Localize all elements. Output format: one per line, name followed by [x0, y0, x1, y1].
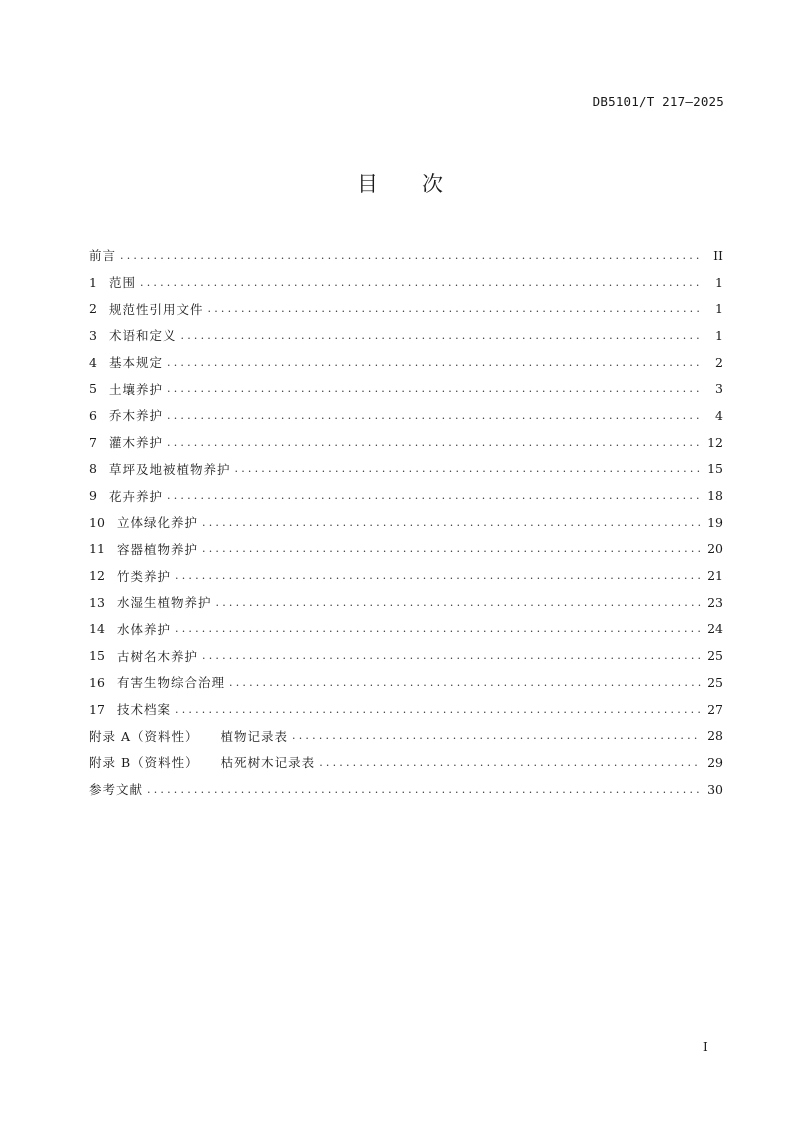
- toc-entry-14[interactable]: [89, 616, 723, 643]
- dot-leader: [175, 703, 701, 716]
- dot-leader: [202, 649, 701, 662]
- toc-entry-3[interactable]: [89, 322, 723, 349]
- toc-entry-appendix-b[interactable]: [89, 749, 723, 776]
- toc-number: 10: [89, 514, 105, 530]
- toc-page: 18: [707, 488, 723, 504]
- toc-entry-7[interactable]: [89, 429, 723, 456]
- toc-entry-11[interactable]: [89, 536, 723, 563]
- toc-label: 乔木养护: [109, 408, 164, 424]
- toc-page: 23: [707, 594, 723, 610]
- toc-number: 1: [89, 274, 97, 290]
- toc-label: 术语和定义: [109, 328, 177, 344]
- dot-leader: [167, 489, 701, 502]
- toc-label: 灌木养护: [109, 435, 164, 451]
- toc-page: 12: [707, 434, 723, 450]
- toc-number: 12: [89, 568, 105, 584]
- toc-page: 20: [707, 541, 723, 557]
- dot-leader: [235, 462, 702, 475]
- toc-label: 立体绿化养护: [117, 515, 199, 531]
- toc-page: II: [713, 247, 723, 263]
- dot-leader: [175, 569, 701, 582]
- dot-leader: [229, 676, 701, 689]
- toc-label: 草坪及地被植物养护: [109, 461, 231, 477]
- toc-label: 水湿生植物养护: [117, 595, 212, 611]
- toc-number: 11: [89, 541, 105, 557]
- toc-appendix-prefix: 附录 B（资料性）: [89, 755, 199, 771]
- toc-number: 15: [89, 648, 105, 664]
- toc-entry-12[interactable]: [89, 562, 723, 589]
- toc-entry-17[interactable]: [89, 696, 723, 723]
- dot-leader: [292, 729, 701, 742]
- toc-page: 15: [707, 461, 723, 477]
- toc-page: 1: [715, 274, 723, 290]
- dot-leader: [167, 382, 703, 395]
- toc-number: 14: [89, 621, 105, 637]
- toc-label: 参考文献: [89, 782, 144, 798]
- toc-number: 2: [89, 301, 97, 317]
- toc-entry-8[interactable]: [89, 456, 723, 483]
- document-code: DB5101/T 217—2025: [592, 94, 724, 109]
- toc-label: 容器植物养护: [117, 541, 199, 557]
- toc-label: 基本规定: [109, 355, 164, 371]
- toc-entry-6[interactable]: [89, 402, 723, 429]
- toc-page: 2: [715, 354, 723, 370]
- toc-page: 3: [715, 381, 723, 397]
- toc-entry-references[interactable]: [89, 776, 723, 803]
- toc-number: 17: [89, 701, 105, 717]
- dot-leader: [202, 516, 701, 529]
- toc-number: 7: [89, 434, 97, 450]
- toc-page: 25: [707, 674, 723, 690]
- dot-leader: [120, 249, 703, 262]
- page-title: [0, 168, 800, 198]
- dot-leader: [202, 542, 701, 555]
- toc-page: 25: [707, 648, 723, 664]
- dot-leader: [147, 783, 701, 796]
- toc-label: 土壤养护: [109, 381, 164, 397]
- toc-page: 4: [715, 407, 723, 423]
- title-char-2: 次: [422, 172, 443, 196]
- toc-appendix-prefix: 附录 A（资料性）: [89, 728, 199, 744]
- dot-leader: [167, 409, 703, 422]
- toc-label: 枯死树木记录表: [220, 755, 316, 771]
- toc-label: 技术档案: [117, 702, 172, 718]
- toc-page: 1: [715, 301, 723, 317]
- toc-entry-10[interactable]: [89, 509, 723, 536]
- dot-leader: [216, 596, 702, 609]
- toc-page: 1: [715, 327, 723, 343]
- toc-entry-1[interactable]: [89, 269, 723, 296]
- toc-page: 24: [707, 621, 723, 637]
- toc-page: 21: [707, 568, 723, 584]
- table-of-contents: [89, 242, 723, 802]
- toc-entry-9[interactable]: [89, 482, 723, 509]
- toc-number: 4: [89, 354, 97, 370]
- toc-label: 竹类养护: [117, 568, 172, 584]
- dot-leader: [208, 302, 703, 315]
- toc-number: 6: [89, 407, 97, 423]
- toc-entry-appendix-a[interactable]: [89, 722, 723, 749]
- toc-label: 有害生物综合治理: [117, 675, 226, 691]
- dot-leader: [167, 356, 703, 369]
- toc-entry-15[interactable]: [89, 642, 723, 669]
- toc-entry-4[interactable]: [89, 349, 723, 376]
- toc-label: 古树名木养护: [117, 648, 199, 664]
- toc-entry-preface[interactable]: [89, 242, 723, 269]
- toc-page: 28: [707, 728, 723, 744]
- toc-label: 范围: [109, 275, 137, 291]
- title-char-1: 目: [357, 172, 378, 196]
- toc-label: 植物记录表: [220, 728, 289, 744]
- dot-leader: [175, 622, 701, 635]
- toc-page: 19: [707, 514, 723, 530]
- toc-page: 27: [707, 701, 723, 717]
- toc-page: 30: [707, 781, 723, 797]
- toc-number: 16: [89, 674, 105, 690]
- page-number: I: [703, 1040, 708, 1054]
- toc-label: 前言: [89, 248, 117, 264]
- toc-number: 3: [89, 327, 97, 343]
- dot-leader: [319, 756, 701, 769]
- toc-number: 5: [89, 381, 97, 397]
- dot-leader: [167, 436, 701, 449]
- toc-number: 13: [89, 594, 105, 610]
- toc-entry-2[interactable]: [89, 295, 723, 322]
- dot-leader: [181, 329, 703, 342]
- toc-label: 规范性引用文件: [109, 301, 204, 317]
- toc-entry-16[interactable]: [89, 669, 723, 696]
- toc-number: 9: [89, 488, 97, 504]
- toc-page: 29: [707, 754, 723, 770]
- toc-label: 花卉养护: [109, 488, 164, 504]
- toc-entry-13[interactable]: [89, 589, 723, 616]
- dot-leader: [140, 276, 703, 289]
- toc-label: 水体养护: [117, 621, 172, 637]
- toc-entry-5[interactable]: [89, 375, 723, 402]
- toc-number: 8: [89, 461, 97, 477]
